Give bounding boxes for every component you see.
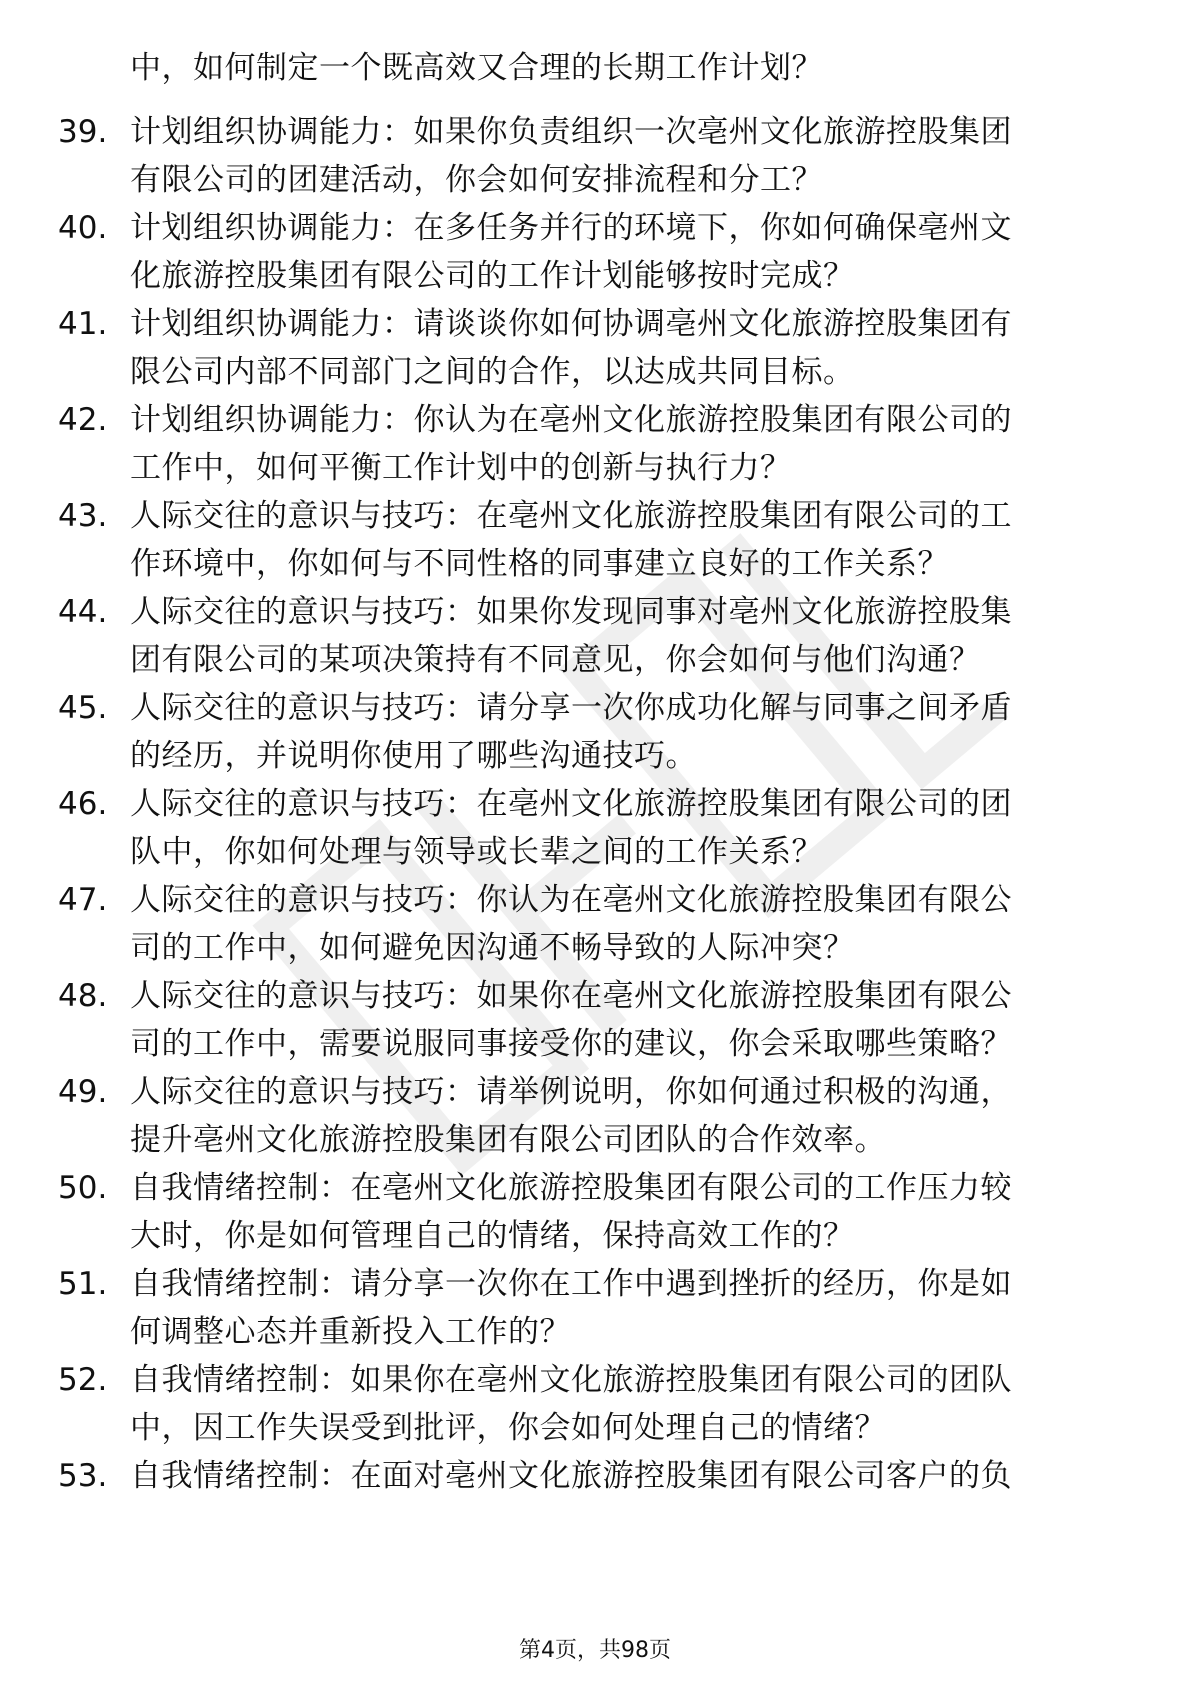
question-text xyxy=(130,204,1130,300)
question-text xyxy=(130,684,1130,780)
question-item xyxy=(0,108,1190,204)
question-text xyxy=(130,876,1130,972)
question-text xyxy=(130,492,1130,588)
question-item xyxy=(0,876,1190,972)
question-item xyxy=(0,1260,1190,1356)
question-text xyxy=(130,972,1130,1068)
question-text xyxy=(130,780,1130,876)
question-text-line: 计划组织协调能力：如果你负责组织一次亳州文化旅游控股集团 xyxy=(130,114,1012,150)
question-item xyxy=(0,780,1190,876)
question-number: 39. xyxy=(58,114,108,150)
question-item xyxy=(0,492,1190,588)
question-text-line: 自我情绪控制：在亳州文化旅游控股集团有限公司的工作压力较 xyxy=(130,1170,1012,1206)
question-text-line: 自我情绪控制：请分享一次你在工作中遇到挫折的经历，你是如 xyxy=(130,1266,1012,1302)
question-text-line: 限公司内部不同部门之间的合作，以达成共同目标。 xyxy=(130,354,855,390)
question-item xyxy=(0,972,1190,1068)
question-text-line: 化旅游控股集团有限公司的工作计划能够按时完成？ xyxy=(130,258,855,294)
question-text-line: 团有限公司的某项决策持有不同意见，你会如何与他们沟通？ xyxy=(130,642,981,678)
question-item xyxy=(0,1452,1190,1548)
question-text-line: 计划组织协调能力：你认为在亳州文化旅游控股集团有限公司的 xyxy=(130,402,1012,438)
question-item xyxy=(0,1164,1190,1260)
question-text-line: 中，因工作失误受到批评，你会如何处理自己的情绪？ xyxy=(130,1410,886,1446)
question-text-line: 工作中，如何平衡工作计划中的创新与执行力？ xyxy=(130,450,792,486)
question-text-line: 司的工作中，需要说服同事接受你的建议，你会采取哪些策略？ xyxy=(130,1026,1012,1062)
question-number: 46. xyxy=(58,786,108,822)
question-text-line: 大时，你是如何管理自己的情绪，保持高效工作的？ xyxy=(130,1218,855,1254)
question-text-line: 人际交往的意识与技巧：你认为在亳州文化旅游控股集团有限公 xyxy=(130,882,1012,918)
question-text-line: 人际交往的意识与技巧：请分享一次你成功化解与同事之间矛盾 xyxy=(130,690,1012,726)
question-number: 50. xyxy=(58,1170,108,1206)
question-item xyxy=(0,684,1190,780)
continuation-text: 中，如何制定一个既高效又合理的长期工作计划？ xyxy=(130,50,823,86)
question-text-line: 计划组织协调能力：请谈谈你如何协调亳州文化旅游控股集团有 xyxy=(130,306,1012,342)
question-text xyxy=(130,1068,1130,1164)
question-number: 49. xyxy=(58,1074,108,1110)
question-text-line: 队中，你如何处理与领导或长辈之间的工作关系？ xyxy=(130,834,823,870)
question-number: 41. xyxy=(58,306,108,342)
question-text-line: 人际交往的意识与技巧：如果你在亳州文化旅游控股集团有限公 xyxy=(130,978,1012,1014)
question-number: 40. xyxy=(58,210,108,246)
question-item xyxy=(0,1068,1190,1164)
question-text-line: 的经历，并说明你使用了哪些沟通技巧。 xyxy=(130,738,697,774)
question-text xyxy=(130,396,1130,492)
question-number: 48. xyxy=(58,978,108,1014)
question-number: 45. xyxy=(58,690,108,726)
question-text xyxy=(130,108,1130,204)
question-text-line: 自我情绪控制：如果你在亳州文化旅游控股集团有限公司的团队 xyxy=(130,1362,1012,1398)
question-text-line: 人际交往的意识与技巧：如果你发现同事对亳州文化旅游控股集 xyxy=(130,594,1012,630)
question-text xyxy=(130,588,1130,684)
question-text-line: 作环境中，你如何与不同性格的同事建立良好的工作关系？ xyxy=(130,546,949,582)
question-number: 53. xyxy=(58,1458,108,1494)
question-item xyxy=(0,204,1190,300)
question-text-line: 人际交往的意识与技巧：请举例说明，你如何通过积极的沟通， xyxy=(130,1074,1012,1110)
question-text xyxy=(130,1164,1130,1260)
page-footer: 第4页，共98页 xyxy=(519,1638,671,1663)
question-number: 47. xyxy=(58,882,108,918)
question-text-line: 计划组织协调能力：在多任务并行的环境下，你如何确保亳州文 xyxy=(130,210,1012,246)
question-number: 43. xyxy=(58,498,108,534)
question-text-line: 何调整心态并重新投入工作的？ xyxy=(130,1314,571,1350)
question-text-line: 提升亳州文化旅游控股集团有限公司团队的合作效率。 xyxy=(130,1122,886,1158)
question-item xyxy=(0,1356,1190,1452)
question-text-line: 司的工作中，如何避免因沟通不畅导致的人际冲突？ xyxy=(130,930,855,966)
question-text xyxy=(130,1260,1130,1356)
question-number: 52. xyxy=(58,1362,108,1398)
question-text-line: 人际交往的意识与技巧：在亳州文化旅游控股集团有限公司的团 xyxy=(130,786,1012,822)
question-number: 44. xyxy=(58,594,108,630)
question-text-line: 人际交往的意识与技巧：在亳州文化旅游控股集团有限公司的工 xyxy=(130,498,1012,534)
question-text xyxy=(130,300,1130,396)
question-text-line: 有限公司的团建活动，你会如何安排流程和分工？ xyxy=(130,162,823,198)
question-list xyxy=(0,108,1190,1548)
question-number: 42. xyxy=(58,402,108,438)
question-text xyxy=(130,1452,1130,1500)
question-number: 51. xyxy=(58,1266,108,1302)
question-item xyxy=(0,396,1190,492)
question-item xyxy=(0,300,1190,396)
question-item xyxy=(0,588,1190,684)
question-text-line: 自我情绪控制：在面对亳州文化旅游控股集团有限公司客户的负 xyxy=(130,1458,1012,1494)
question-text xyxy=(130,1356,1130,1452)
